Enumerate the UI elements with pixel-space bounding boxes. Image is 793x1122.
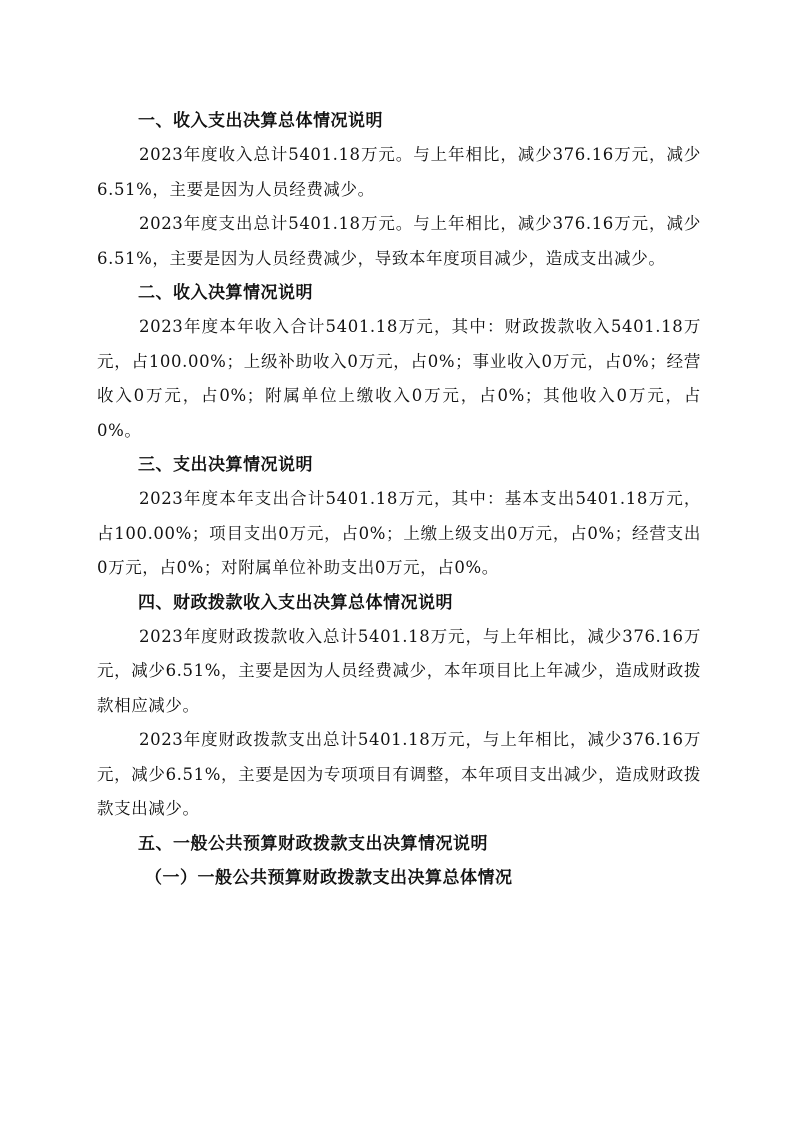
section-2-heading: 二、收入决算情况说明 xyxy=(138,283,313,303)
section-3-paragraph-1: 2023年度本年支出合计5401.18万元，其中：基本支出5401.18万元，占100.00%；项目支出0万元，占0%；上缴上级支出0万元，占0%；经营支出0万元，占0%；对附属单位补助支出0万元，占0%。 xyxy=(97,489,701,577)
section-2-paragraph-1: 2023年度本年收入合计5401.18万元，其中：财政拨款收入5401.18万元，占100.00%；上级补助收入0万元，占0%；事业收入0万元，占0%；经营收入0万元，占0%；附属单位上缴收入0万元，占0%；其他收入0万元，占0%。 xyxy=(97,317,701,440)
section-5-heading: 五、一般公共预算财政拨款支出决算情况说明 xyxy=(138,833,488,854)
section-1-paragraph-2: 2023年度支出总计5401.18万元。与上年相比，减少376.16万元，减少6.51%，主要是因为人员经费减少，导致本年度项目减少，造成支出减少。 xyxy=(97,214,701,268)
section-3-heading: 三、支出决算情况说明 xyxy=(138,455,313,475)
section-1-paragraph-1: 2023年度收入总计5401.18万元。与上年相比，减少376.16万元，减少6.51%，主要是因为人员经费减少。 xyxy=(97,145,701,199)
section-4-heading: 四、财政拨款收入支出决算总体情况说明 xyxy=(138,592,453,613)
section-4-paragraph-1: 2023年度财政拨款收入总计5401.18万元，与上年相比，减少376.16万元，减少6.51%，主要是因为人员经费减少，本年项目比上年减少，造成财政拨款相应减少。 xyxy=(97,626,701,715)
section-1-heading: 一、收入支出决算总体情况说明 xyxy=(138,111,383,131)
section-5-subheading: （一）一般公共预算财政拨款支出决算总体情况 xyxy=(145,867,513,888)
document-page xyxy=(97,104,701,895)
section-4-paragraph-2: 2023年度财政拨款支出总计5401.18万元，与上年相比，减少376.16万元，减少6.51%，主要是因为专项项目有调整，本年项目支出减少，造成财政拨款支出减少。 xyxy=(97,730,701,818)
